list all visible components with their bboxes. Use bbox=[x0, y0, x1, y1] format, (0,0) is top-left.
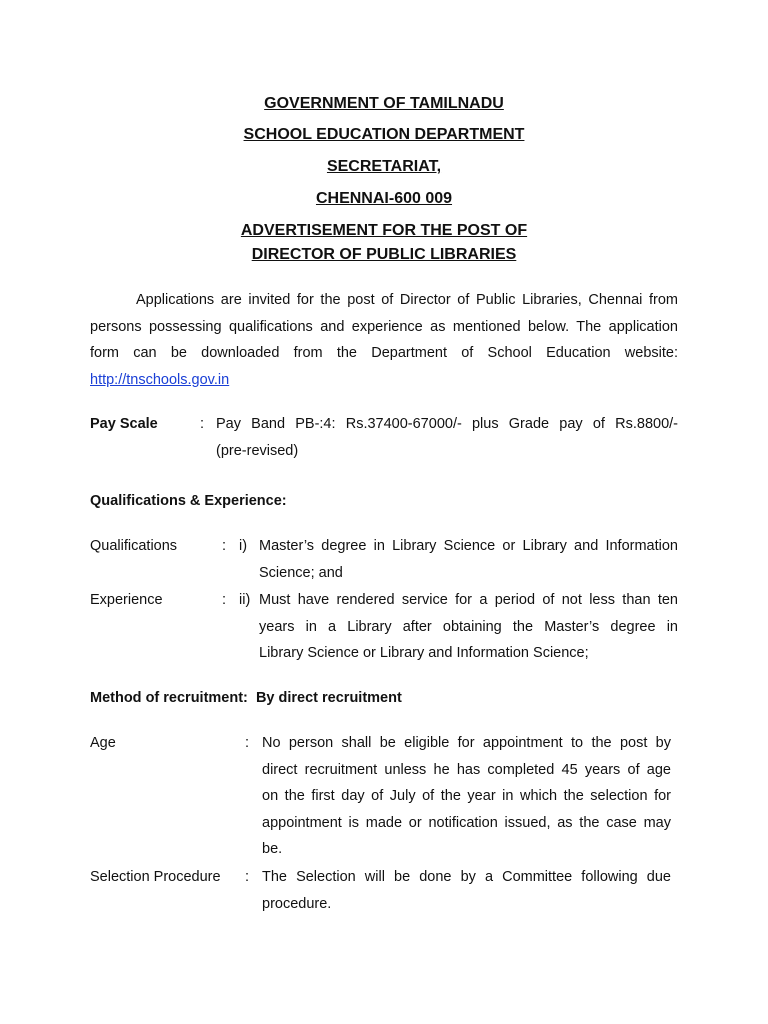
experience-label: Experience bbox=[90, 592, 163, 608]
age-line-2: direct recruitment unless he has completed 45 years of age bbox=[262, 761, 671, 778]
intro-text: Applications are invited for the post of Director of Public Libraries, Chennai from persons possessing qualifications and experience as mentioned below. The application form can be downloaded from the Department of School Education website: bbox=[90, 292, 678, 361]
selection-procedure-value bbox=[262, 864, 671, 917]
website-link[interactable]: http://tnschools.gov.in bbox=[90, 371, 230, 388]
selection-procedure-label: Selection Procedure bbox=[90, 869, 221, 885]
method-of-recruitment bbox=[90, 685, 402, 712]
header-city: CHENNAI-600 009 bbox=[315, 190, 453, 207]
qualifications-line-2: Science; and bbox=[259, 564, 343, 581]
pay-scale-line-2: (pre-revised) bbox=[216, 442, 299, 459]
qualifications-number: i) bbox=[239, 538, 248, 554]
experience-line-1: Must have rendered service for a period of not less than ten bbox=[259, 592, 678, 608]
age-line-1: No person shall be eligible for appointment to the post by bbox=[262, 735, 671, 751]
experience-number: ii) bbox=[239, 592, 251, 608]
header-post-name: DIRECTOR OF PUBLIC LIBRARIES bbox=[251, 246, 517, 263]
header-advertisement: ADVERTISEMENT FOR THE POST OF bbox=[240, 222, 528, 239]
experience-line-2: years in a Library after obtaining the Master’s degree in bbox=[259, 618, 678, 635]
qualifications-value bbox=[259, 533, 678, 586]
experience-value bbox=[259, 587, 678, 667]
age-value bbox=[262, 730, 671, 863]
qualifications-heading: Qualifications & Experience: bbox=[90, 493, 287, 509]
pay-scale-line-1: Pay Band PB-:4: Rs.37400-67000/- plus Grade pay of Rs.8800/- bbox=[216, 416, 678, 432]
pay-scale-colon: : bbox=[200, 416, 205, 432]
header-government: GOVERNMENT OF TAMILNADU bbox=[264, 95, 504, 112]
age-colon: : bbox=[245, 735, 250, 751]
method-value: By direct recruitment bbox=[255, 690, 402, 706]
selection-procedure-colon: : bbox=[245, 869, 250, 885]
method-label: Method of recruitment: bbox=[90, 690, 248, 706]
experience-colon: : bbox=[222, 592, 227, 608]
header-department: SCHOOL EDUCATION DEPARTMENT bbox=[243, 126, 525, 143]
intro-paragraph bbox=[90, 287, 678, 393]
age-line-4: appointment is made or notification issued, as the case may bbox=[262, 814, 671, 831]
qualifications-colon: : bbox=[222, 538, 227, 554]
qualifications-label: Qualifications bbox=[90, 538, 178, 554]
age-line-5: be. bbox=[262, 841, 283, 857]
header-secretariat: SECRETARIAT, bbox=[326, 158, 442, 175]
pay-scale-value bbox=[216, 411, 678, 464]
age-line-3: on the first day of July of the year in which the selection for bbox=[262, 788, 671, 804]
qualifications-line-1: Master’s degree in Library Science or Library and Information bbox=[259, 538, 678, 554]
selection-line-2: procedure. bbox=[262, 895, 332, 912]
experience-line-3: Library Science or Library and Information Science; bbox=[259, 645, 589, 661]
selection-line-1: The Selection will be done by a Committee following due bbox=[262, 869, 671, 885]
pay-scale-label: Pay Scale bbox=[90, 416, 158, 432]
age-label: Age bbox=[90, 735, 116, 751]
